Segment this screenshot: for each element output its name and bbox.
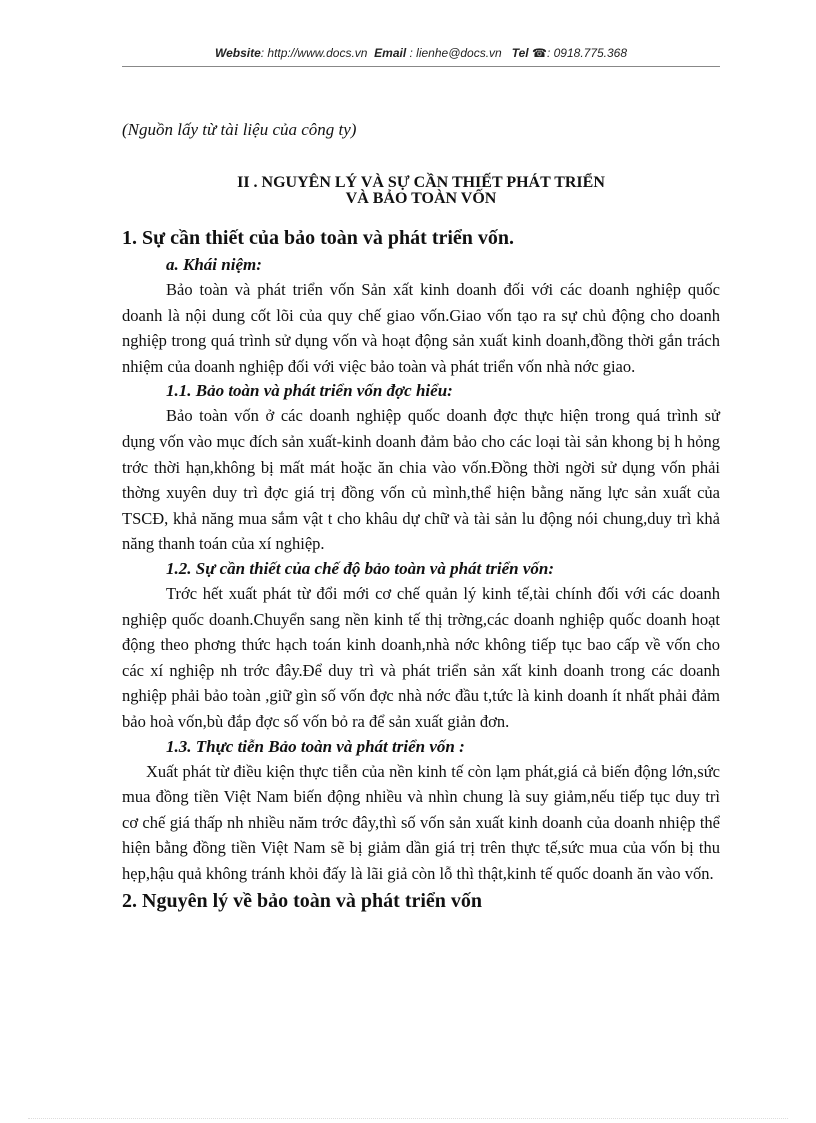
section-1-2-heading: 1.2. Sự cần thiết của chế độ bảo toàn và phát triển vốn: (166, 558, 554, 578)
section-1-heading: 1. Sự cần thiết của bảo toàn và phát triển vốn. (122, 227, 515, 249)
section-1-1-heading: 1.1. Bảo toàn và phát triển vốn đợc hiểu: (166, 381, 453, 401)
chapter-title (122, 175, 720, 207)
section-1-3-heading: 1.3. Thực tiễn Bảo toàn và phát triển vốn : (166, 736, 465, 756)
phone-icon: ☎ (532, 46, 547, 60)
tel-value: : 0918.775.368 (546, 46, 628, 60)
document-body (122, 225, 720, 916)
chapter-title-line1: II . NGUYÊN LÝ VÀ SỰ CẦN THIẾT PHÁT TRIỂN (237, 174, 605, 191)
source-note: (Nguồn lấy từ tài liệu của công ty) (122, 120, 357, 139)
chapter-title-line2: VÀ BẢO TOÀN VỐN (345, 190, 497, 207)
section-1a-paragraph: Bảo toàn và phát triển vốn Sản xất kinh doanh đối với các doanh nghiệp quốc doanh là nội dung cốt lõi của quy chế giao vốn.Giao vốn tạo ra sự chủ động cho doanh nghiệp trong quá trình sử dụng vốn và hoạt động sản xuất kinh doanh,đồng thời gắn trách nhiệm của doanh nghiệp đối với việc bảo toàn và phát triển vốn nhà nớc giao. (122, 280, 720, 376)
header-divider (122, 66, 720, 67)
page-header (122, 46, 720, 60)
section-1-3-paragraph: Xuất phát từ điều kiện thực tiễn của nền kinh tế còn lạm phát,giá cả biến động lớn,sức mua đồng tiền Việt Nam biến động nhiều và nhìn chung là suy giảm,nếu tiếp tục duy trì cơ chế giá thấp nh nhiều năm trớc đây,thì số vốn sản xuất kinh doanh của doanh nhiệp thể hiện bằng đồng tiền Việt Nam sẽ bị giảm dần giá trị trên thực tế,sức mua của vốn bị thu hẹp,hậu quả không tránh khỏi đấy là lãi giả còn lỗ thì thật,kinh tế quốc doanh ăn vào vốn. (122, 761, 720, 883)
section-1-2-paragraph: Trớc hết xuất phát từ đổi mới cơ chế quản lý kinh tế,tài chính đối với các doanh nghiệp quốc doanh.Chuyển sang nền kinh tế thị trờng,các doanh nghiệp quốc doanh hoạt động theo phơng thức hạch toán kinh doanh,nhà nớc không tiếp tục bao cấp về vốn cho các xí nghiệp nh trớc đây.Để duy trì và phát triển sản xất kinh doanh trong các doanh nghiệp phải bảo toàn ,giữ gìn số vốn đợc nhà nớc đầu t,tức là kinh doanh ít nhất phải đảm bảo hoà vốn,bù đắp đợc số vốn bỏ ra để sản xuất giản đơn. (122, 583, 720, 731)
section-1a-heading: a. Khái niệm: (166, 255, 262, 274)
section-1-1-paragraph: Bảo toàn vốn ở các doanh nghiệp quốc doanh đợc thực hiện trong quá trình sử dụng vốn vào mục đích sản xuất-kinh doanh đảm bảo cho các loại tài sản khong bị h hỏng trớc thời hạn,không bị mất mát hoặc ăn chia vào vốn.Đồng thời ngời sử dụng vốn phải thờng xuyên duy trì đợc giá trị đồng vốn củ mình,thể hiện bằng năng lực sản xuất của TSCĐ, khả năng mua sắm vật t cho khâu dự chữ và tài sản lu động nói chung,duy trì khả năng thanh toán của xí nghiệp. (122, 406, 720, 554)
email-value: : lienhe@docs.vn (409, 46, 502, 60)
website-label: Website (214, 46, 261, 60)
email-label: Email (374, 46, 407, 60)
website-value: : http://www.docs.vn (260, 46, 368, 60)
tel-label: Tel (511, 46, 529, 60)
footer-divider (28, 1118, 788, 1119)
section-2-heading: 2. Nguyên lý về bảo toàn và phát triển vốn (122, 890, 483, 913)
